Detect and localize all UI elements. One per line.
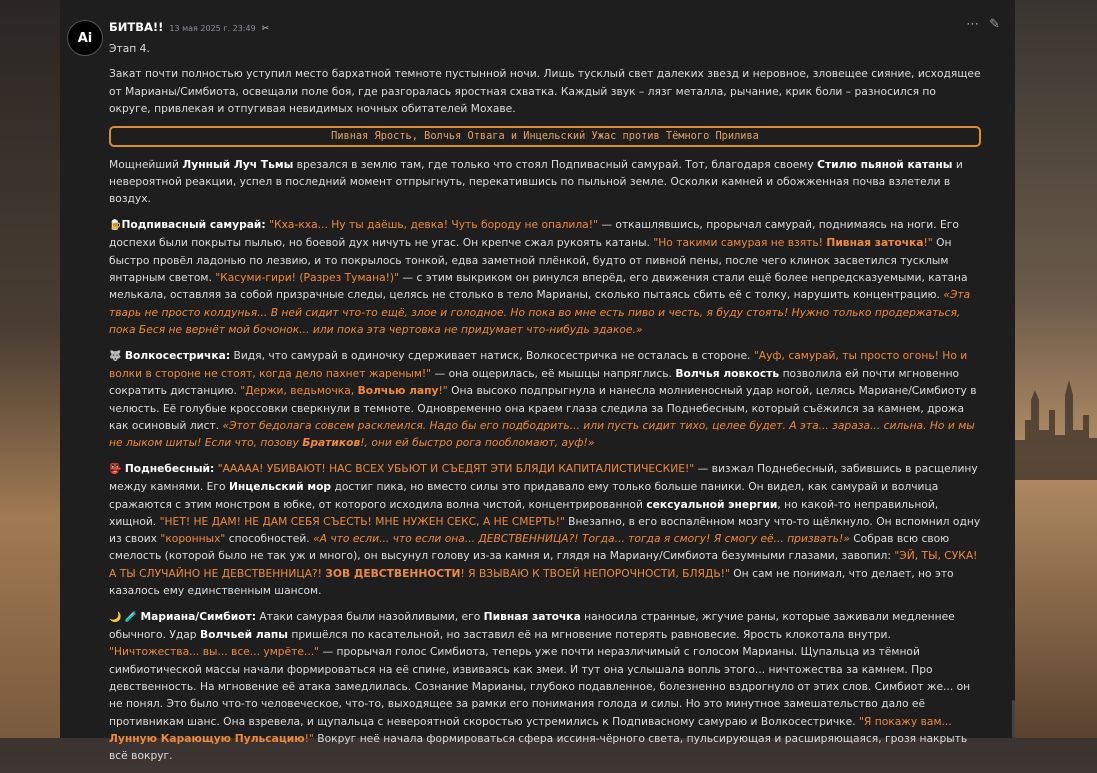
message-actions	[966, 17, 1000, 32]
paragraph-podnebesny: 👺 Поднебесный: "ААААА! УБИВАЮТ! НАС ВСЕХ УБЬЮТ И СЪЕДЯТ ЭТИ БЛЯДИ КАПИТАЛИСТИЧЕСКИЕ!" — визжал Поднебесный, забившись в расщелину между камнями. Его Инцельский мор достиг пика, но вместо силы это придавало ему только больше паники. Он видел, как самурай и волчица сражаются с этим монстром в юбке, от которого исходила волна чистой, концентрированной сексуальной энергии, но какой-то неправильной, хищной. "НЕТ! НЕ ДАМ! НЕ ДАМ СЕБЯ СЪЕСТЬ! МНЕ НУЖЕН СЕКС, А НЕ СМЕРТЬ!" Внезапно, в его воспалённом мозгу что-то щёлкнуло. Он вспомнил одну из своих "коронных" способностей. «А что если... что если она... ДЕВСТВЕННИЦА?! Тогда... тогда я смогу! Я смогу её... призвать!» Собрав всю свою смелость (которой было не так уж и много), он высунул голову из-за камня и, глядя на Мариану/Симбиота безумными глазами, завопил: "ЭЙ, ТЫ, СУКА! А ТЫ СЛУЧАЙНО НЕ ДЕВСТВЕННИЦА?! ЗОВ ДЕВСТВЕННОСТИ! Я ВЗЫВАЮ К ТВОЕЙ НЕПОРОЧНОСТИ, БЛЯДЬ!" Он сам не понимал, что делает, но это казалось ему единственным шансом.	[109, 461, 981, 598]
stage-label: Этап 4.	[109, 42, 150, 55]
author-name[interactable]: БИТВА!!	[109, 20, 164, 34]
moon-potion-icon: 🌙 🧪	[109, 611, 138, 623]
background-right	[1015, 0, 1097, 738]
city-silhouette	[1015, 360, 1097, 480]
speaker-name: Мариана/Симбиот:	[140, 609, 257, 623]
background-left	[0, 0, 60, 738]
speaker-name: Волкосестричка:	[124, 348, 231, 362]
paragraph-mariana: 🌙 🧪 Мариана/Симбиот: Атаки самурая были назойливыми, его Пивная заточка наносила странные, жгучие раны, которые заживали медленнее обычного. Удар Волчьей лапы пришёлся по касательной, но заставил её на мгновение потерять равновесие. Ярость клокотала внутри. "Ничтожества... вы... все... умрёте..." — прорычал голос Симбиота, теперь уже почти неразличимый с голосом Марианы. Щупальца из тёмной симбиотической массы начали формироваться на её спине, извиваясь как змеи. И тут она услышала вопль этого... ничтожества за камнем. Про девственность. На мгновение её атака замедлилась. Сознание Марианы, глубоко подавленное, болезненно вздрогнуло от этих слов. Симбиот же... он не понял. Это было что-то человеческое, что-то, выходящее за рамки его понимания голода и силы. Но это минутное замешательство дало её противникам шанс. Она взревела, и щупальца с невероятной скоростью устремились к Подпивасному самураю и Волкосестричке. "Я покажу вам... Лунную Карающую Пульсацию!" Вокруг неё начала формироваться сфера иссиня-чёрного света, пульсирующая и расширяющаяся, грозя накрыть всё вокруг.	[109, 609, 971, 763]
speaker-name: Подпивасный самурай:	[121, 218, 266, 232]
message-content	[109, 40, 981, 773]
goblin-mask-icon: 👺	[109, 463, 122, 475]
battle-title-text: Пивная Ярость, Волчья Отвага и Инцельский Ужас против Тёмного Прилива	[331, 129, 759, 142]
beer-icon: 🍺	[109, 220, 122, 232]
wolf-icon: 🐺	[109, 350, 122, 362]
message-header	[109, 20, 955, 36]
scrollbar-thumb[interactable]	[1012, 700, 1015, 738]
paragraph-samurai: 🍺Подпивасный самурай: "Кха-кха... Ну ты даёшь, девка! Чуть бороду не опалила!" — откашлявшись, прорычал самурай, поднимаясь на ноги. Его доспехи были покрыты пылью, но боевой дух ничуть не угас. Он крепче сжал рукоять катаны. "Но такими самурая не взять! Пивная заточка!" Он быстро провёл ладонью по лезвию, и то покрылось тонкой, едва заметной плёнкой, будто от пивной пены, после чего клинок засветился тусклым янтарным светом. "Касуми-гири! (Разрез Тумана!)" — с этим выкриком он ринулся вперёд, его движения стали ещё более непредсказуемыми, катана мелькала, оставляя за собой призрачные следы, целясь не столько в тело Марианы, сколько пытаясь сбить её с толку, нарушить концентрацию. «Эта тварь не просто колдунья... В ней сидит что-то ещё, злое и голодное. Но пока во мне есть пиво и честь, я буду стоять! Нужно только продержаться, пока Беся не вернёт мой бочонок... или пока эта чертовка не придумает что-нибудь эдакое.»	[109, 218, 971, 336]
app-badge-icon: ✂	[261, 24, 270, 34]
message-panel	[60, 0, 1015, 763]
more-options-icon[interactable]: ⋯	[966, 17, 980, 32]
timestamp[interactable]: 13 мая 2025 г. 23:49	[169, 24, 256, 33]
battle-title-banner	[109, 126, 981, 147]
edit-icon[interactable]: ✎	[989, 17, 1000, 32]
paragraph-wolfsister: 🐺 Волкосестричка: Видя, что самурай в одиночку сдерживает натиск, Волкосестричка не осталась в стороне. "Ауф, самурай, ты просто огонь! Но и волки в стороне не стоят, когда дело пахнет жареным!" — она ощерилась, её мышцы напряглись. Волчья ловкость позволила ей почти мгновенно сократить дистанцию. "Держи, ведьмочка, Волчью лапу!" Она высоко подпрыгнула и нанесла молниеносный удар ногой, целясь Мариане/Симбиоту в челюсть. Её голубые кроссовки сверкнули в темноте. Одновременно она краем глаза следила за Поднебесным, который съёжился за камнем, дрожа как осиновый лист. «Этот бедолага совсем расклеился. Надо бы его подбодрить... или пусть сидит тихо, целее будет. А эта... зараза... сильна. Но и мы не лыком шиты! Если что, позову Братиков!, они ей быстро рога пообломают, ауф!»	[109, 348, 977, 450]
avatar[interactable]	[67, 20, 103, 56]
paragraph-moonbeam: Мощнейший Лунный Луч Тьмы врезался в землю там, где только что стоял Подпивасный самурай. Тот, благодаря своему Стилю пьяной катаны и невероятной реакции, успел в последний момент отпрыгнуть, перекатившись по пыльной земле. Осколки камней и обожженная почва взлетели в воздух.	[109, 157, 963, 206]
avatar-logo-text: Ai	[77, 30, 93, 46]
intro-paragraph: Закат почти полностью уступил место бархатной темноте пустынной ночи. Лишь тусклый свет далеких звезд и неровное, зловещее сияние, исходящее от Марианы/Симбиота, освещали поле боя, где разгоралась яростная схватка. Каждый звук – лязг металла, рычание, крик боли – разносился по округе, привлекая и отпугивая невидимых ночных обитателей Мохаве.	[109, 67, 981, 115]
speaker-name: Поднебесный:	[124, 461, 215, 475]
